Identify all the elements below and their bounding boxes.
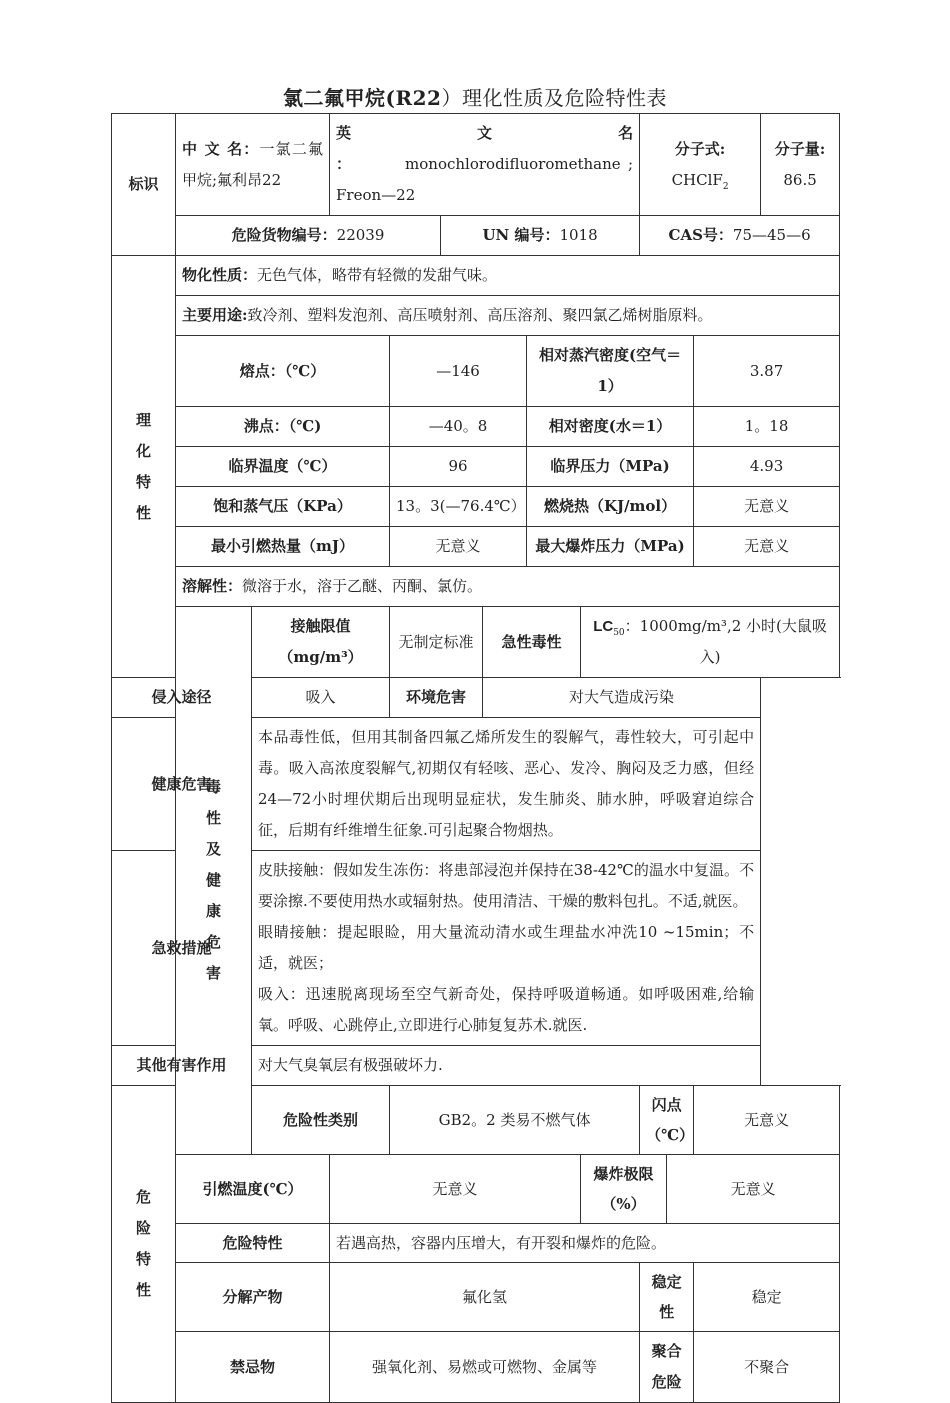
decomp-value: 氟化氢 [330,1263,640,1332]
health-label: 健康危害 [112,718,252,851]
aid-label: 急救措施 [112,851,252,1046]
forbid-value: 强氧化剂、易燃或可燃物、金属等 [330,1332,640,1403]
flash-label: 闪点（℃） [640,1086,694,1155]
prop-label: 饱和蒸气压（KPa） [176,487,390,527]
poly-value: 不聚合 [694,1332,840,1403]
env-value: 对大气造成污染 [483,678,761,718]
msds-table [111,113,840,1403]
section-physchem: 理 化 特 性 [112,256,176,678]
prop-value: 无意义 [390,527,527,567]
prop-label: 沸点：（℃) [176,407,390,447]
cas-number-cell: CAS号：75—45—6 [640,216,840,256]
class-value: GB2。2 类易不燃气体 [390,1086,640,1155]
aid-inhale: 吸入：迅速脱离现场至空气新奇处，保持呼吸道畅通。如呼吸困难,给输氧。呼吸、心跳停止,立即进行心肺复复苏术.就医. [258,985,755,1034]
acute-label: 急性毒性 [483,607,581,678]
mw-cell: 分子量: 86.5 [761,114,840,216]
lc50-cell: $LC_{50}$：1000mg/m³,2 小时(大鼠吸入) [581,607,840,678]
un-number-cell: UN 编号：1018 [441,216,640,256]
en-name-cell: 英 文 名 ： monochlorodifluoromethane ; Freon—22 [330,114,640,216]
formula-cell: 分子式: CHClF$_2$ [640,114,761,216]
use-cell: 主要用途:致冷剂、塑料发泡剂、高压喷射剂、高压溶剂、聚四氯乙烯树脂原料。 [176,296,840,336]
dg-number-cell: 危险货物编号：22039 [176,216,441,256]
prop-value: —146 [390,336,527,407]
env-label: 环境危害 [390,678,483,718]
prop-label: 相对蒸汽密度(空气＝1） [527,336,694,407]
aid-skin: 皮肤接触：假如发生冻伤：将患部浸泡并保持在38-42℃的温水中复温。不要涂擦.不要使用热水或辐射热。使用清洁、干燥的敷料包扎。不适,就医。 [258,861,755,910]
limit-label: 接触限值 （mg/m³） [252,607,390,678]
prop-label: 相对密度(水＝1） [527,407,694,447]
ign-value: 无意义 [330,1155,581,1224]
stab-label: 稳定性 [640,1263,694,1332]
limit-value: 无制定标准 [390,607,483,678]
explim-label: 爆炸极限（%） [581,1155,667,1224]
section-tox: 毒 性 及 健 康 危 害 [176,607,252,1155]
solubility-cell: 溶解性：微溶于水，溶于乙醚、丙酮、氯仿。 [176,567,840,607]
prop-label: 临界温度（℃） [176,447,390,487]
other-value: 对大气臭氧层有极强破坏力. [252,1046,761,1086]
explim-value: 无意义 [667,1155,840,1224]
char-value: 若遇高热，容器内压增大，有开裂和爆炸的危险。 [330,1224,840,1263]
prop-value: 1。18 [694,407,840,447]
prop-label: 燃烧热（KJ/mol） [527,487,694,527]
prop-value: 无意义 [694,527,840,567]
ign-label: 引燃温度(℃） [176,1155,330,1224]
health-value: 本品毒性低，但用其制备四氟乙烯所发生的裂解气，毒性较大，可引起中毒。吸入高浓度裂解气,初期仅有轻咳、恶心、发冷、胸闷及乏力感，但经24—72小时埋伏期后出现明显症状，发生肺炎、肺水肿，呼吸窘迫综合征，后期有纤维增生征象.可引起聚合物烟热。 [252,718,761,851]
char-label: 危险特性 [176,1224,330,1263]
prop-value: 3.87 [694,336,840,407]
aid-eye: 眼睛接触：提起眼睑，用大量流动清水或生理盐水冲洗10 ~15min；不适，就医； [258,923,755,972]
decomp-label: 分解产物 [176,1263,330,1332]
page-title: 氯二氟甲烷(R22）理化性质及危险特性表 [283,86,667,110]
flash-value: 无意义 [694,1086,840,1155]
prop-value: —40。8 [390,407,527,447]
class-label: 危险性类别 [252,1086,390,1155]
route-label: 侵入途径 [112,678,252,718]
other-label: 其他有害作用 [112,1046,252,1086]
section-ident: 标识 [112,114,176,256]
prop-value: 无意义 [694,487,840,527]
forbid-label: 禁忌物 [176,1332,330,1403]
prop-value: 13。3(—76.4℃） [390,487,527,527]
route-value: 吸入 [252,678,390,718]
poly-label: 聚合危险 [640,1332,694,1403]
prop-label: 最大爆炸压力（MPa) [527,527,694,567]
cn-name-cell: 中 文 名：一氯二氟甲烷;氟利昂22 [176,114,330,216]
property-cell: 物化性质：无色气体，略带有轻微的发甜气味。 [176,256,840,296]
prop-value: 4.93 [694,447,840,487]
stab-value: 稳定 [694,1263,840,1332]
section-danger: 危 险 特 性 [112,1086,176,1403]
prop-label: 临界压力（MPa) [527,447,694,487]
prop-label: 最小引燃热量（mJ） [176,527,390,567]
aid-value [252,851,761,1046]
prop-value: 96 [390,447,527,487]
prop-label: 熔点：（℃） [176,336,390,407]
